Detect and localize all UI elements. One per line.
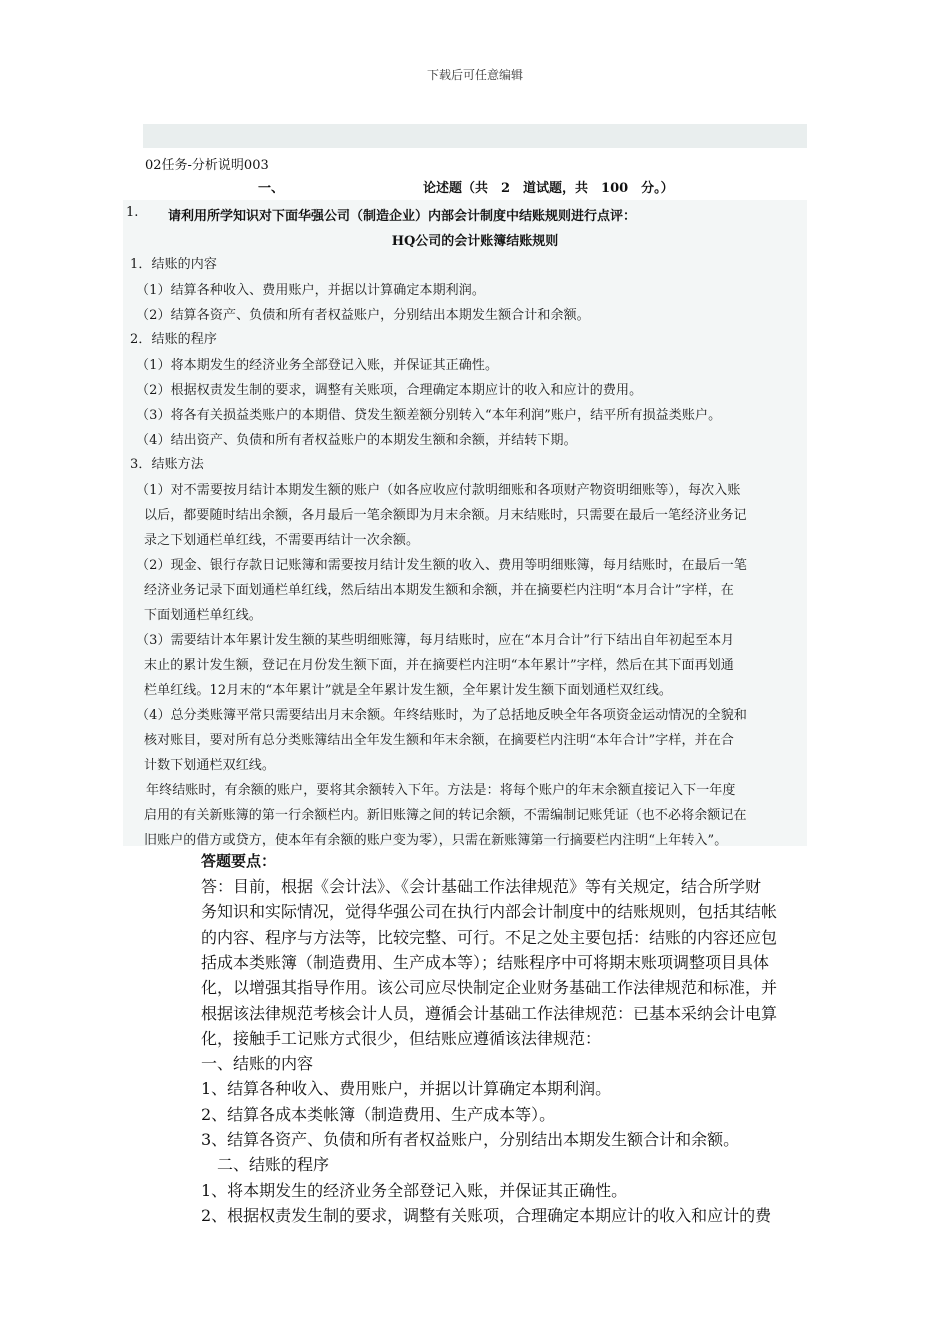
- question-line: 计数下划通栏双红线。: [144, 758, 276, 773]
- answer-line: 括成本类账簿（制造费用、生产成本等）；结账程序中可将期末账项调整项目具体: [201, 953, 770, 972]
- question-line: （4）结出资产、负债和所有者权益账户的本期发生额和余额，并结转下期。: [136, 433, 577, 448]
- question-line: （2）根据权责发生制的要求，调整有关账项，合理确定本期应计的收入和应计的费用。: [136, 383, 643, 398]
- question-line: 启用的有关新账簿的第一行余额栏内。新旧账簿之间的转记余额，不需编制记账凭证（也不必将余额记在: [144, 808, 747, 823]
- answer-heading: 答题要点：: [201, 852, 277, 870]
- question-number: 1.: [126, 205, 139, 220]
- answer-line: 3、结算各资产、负债和所有者权益账户，分别结出本期发生额合计和余额。: [201, 1130, 740, 1149]
- question-line: （2）现金、银行存款日记账簿和需要按月结计发生额的收入、费用等明细账簿，每月结账时，在最后一笔: [136, 558, 747, 573]
- question-prompt: 请利用所学知识对下面华强公司（制造企业）内部会计制度中结账规则进行点评：: [168, 209, 637, 224]
- question-line: 年终结账时，有余额的账户，要将其余额转入下年。方法是：将每个账户的年末余额直接记入下一年度: [146, 783, 736, 798]
- top-bar: [143, 124, 807, 148]
- task-title: 02任务-分析说明003: [145, 158, 269, 173]
- question-subtitle: HQ公司的会计账簿结账规则: [391, 234, 559, 249]
- answer-line: 的内容、程序与方法等，比较完整、可行。不足之处主要包括：结账的内容还应包: [201, 928, 778, 947]
- question-line: （2）结算各资产、负债和所有者权益账户，分别结出本期发生额合计和余额。: [136, 308, 590, 323]
- question-line: （1）结算各种收入、费用账户，并据以计算确定本期利润。: [136, 283, 485, 298]
- question-line: （3）需要结计本年累计发生额的某些明细账簿，每月结账时，应在“本月合计”行下结出自年初起至本月: [136, 633, 735, 648]
- question-line: 经济业务记录下面划通栏单红线，然后结出本期发生额和余额，并在摘要栏内注明“本月合计”字样，在: [144, 583, 734, 598]
- header-note: 下载后可任意编辑: [426, 68, 523, 82]
- question-line: （3）将各有关损益类账户的本期借、贷发生额差额分别转入“本年利润”账户，结平所有损益类账户。: [136, 408, 722, 423]
- question-line: （1）将本期发生的经济业务全部登记入账，并保证其正确性。: [136, 358, 499, 373]
- question-line: 下面划通栏单红线。: [144, 608, 262, 623]
- question-line: 栏单红线。12月末的“本年累计”就是全年累计发生额，全年累计发生额下面划通栏双红线。: [144, 683, 673, 698]
- question-line: 录之下划通栏单红线，不需要再结计一次余额。: [144, 533, 420, 548]
- answer-line: 2、根据权责发生制的要求，调整有关账项，合理确定本期应计的收入和应计的费: [201, 1206, 772, 1225]
- answer-line: 一、结账的内容: [201, 1054, 314, 1073]
- answer-line: 2、结算各成本类帐簿（制造费用、生产成本等）。: [201, 1105, 556, 1124]
- question-line: 1．结账的内容: [130, 257, 217, 272]
- answer-line: 化，接触手工记账方式很少，但结账应遵循该法律规范：: [201, 1029, 602, 1048]
- answer-line: 务知识和实际情况，觉得华强公司在执行内部会计制度中的结账规则，包括其结帐: [201, 902, 778, 921]
- answer-line: 化，以增强其指导作用。该公司应尽快制定企业财务基础工作法律规范和标准，并: [201, 978, 778, 997]
- question-line: 以后，都要随时结出余额，各月最后一笔余额即为月末余额。月末结账时，只需要在最后一笔经济业务记: [144, 508, 747, 523]
- question-line: （4）总分类账簿平常只需要结出月末余额。年终结账时，为了总括地反映全年各项资金运动情况的全貌和: [136, 708, 747, 723]
- answer-line: 答：目前，根据《会计法》、《会计基础工作法律规范》等有关规定，结合所学财: [201, 877, 762, 896]
- answer-line: 1、结算各种收入、费用账户，并据以计算确定本期利润。: [201, 1079, 612, 1098]
- section-title: 论述题（共 2 道试题，共 100 分。）: [423, 181, 674, 196]
- question-line: 旧账户的借方或贷方，使本年有余额的账户变为零），只需在新账簿第一行摘要栏内注明“上年转入”。: [144, 833, 728, 848]
- section-number: 一、: [258, 181, 285, 196]
- question-line: 核对账目，要对所有总分类账簿结出全年发生额和年末余额，在摘要栏内注明“本年合计”字样，并在合: [144, 733, 734, 748]
- answer-line: 二、结账的程序: [201, 1155, 330, 1174]
- question-line: 3．结账方法: [130, 457, 204, 472]
- answer-line: 根据该法律规范考核会计人员，遵循会计基础工作法律规范：已基本采纳会计电算: [201, 1004, 778, 1023]
- question-line: 2．结账的程序: [130, 332, 217, 347]
- question-line: 末止的累计发生额，登记在月份发生额下面，并在摘要栏内注明“本年累计”字样，然后在其下面再划通: [144, 658, 734, 673]
- question-line: （1）对不需要按月结计本期发生额的账户（如各应收应付款明细账和各项财产物资明细账等），每次入账: [136, 483, 741, 498]
- answer-line: 1、将本期发生的经济业务全部登记入账，并保证其正确性。: [201, 1181, 628, 1200]
